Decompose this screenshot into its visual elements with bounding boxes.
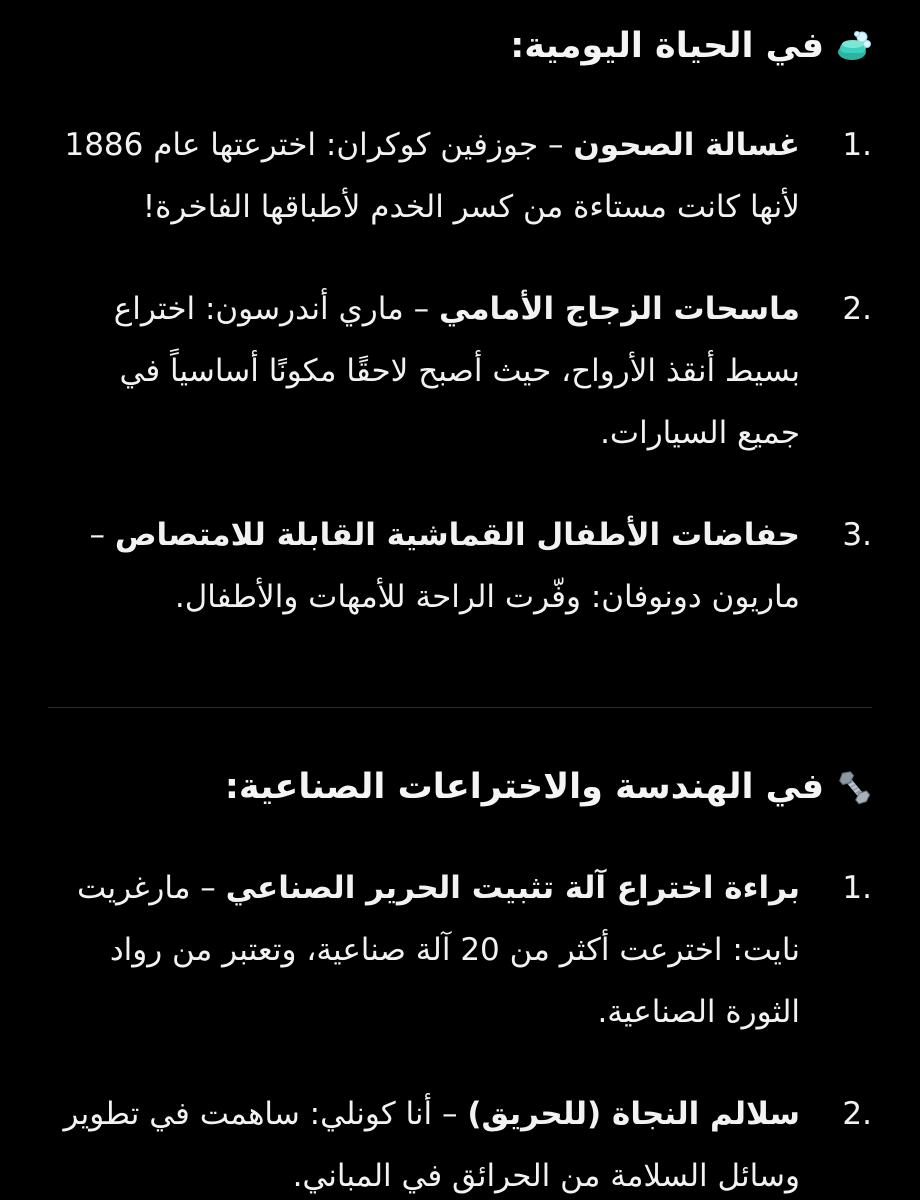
item-title: غسالة الصحون xyxy=(573,127,800,163)
list-item xyxy=(48,857,872,1043)
item-text xyxy=(48,504,800,628)
item-text xyxy=(48,1083,800,1200)
item-list xyxy=(48,114,872,628)
item-list xyxy=(48,857,872,1200)
item-description: – جوزفين كوكران: اخترعتها عام 1886 لأنها كانت مستاءة من كسر الخدم لأطباقها الفاخرة! xyxy=(64,127,800,225)
item-text xyxy=(48,278,800,464)
list-item xyxy=(48,114,872,238)
list-item xyxy=(48,1083,872,1200)
section-heading xyxy=(48,14,872,78)
section-heading-text: في الحياة اليومية: xyxy=(510,26,824,66)
item-description: – أنا كونلي: ساهمت في تطوير وسائل السلامة من الحرائق في المباني. xyxy=(63,1096,800,1194)
item-text xyxy=(48,114,800,238)
item-description: – ماريون دونوفان: وفّرت الراحة للأمهات والأطفال. xyxy=(89,517,800,615)
section-divider xyxy=(48,707,872,708)
item-description: – مارغريت نايت: اخترعت أكثر من 20 آلة صناعية، وتعتبر من رواد الثورة الصناعية. xyxy=(77,870,800,1030)
item-number: 2. xyxy=(842,1096,872,1132)
section-heading-text: في الهندسة والاختراعات الصناعية: xyxy=(224,767,824,807)
soap-icon xyxy=(836,28,872,64)
section-heading xyxy=(48,755,872,819)
item-title: سلالم النجاة (للحريق) xyxy=(467,1096,800,1132)
item-number: 1. xyxy=(842,127,872,163)
item-description: – ماري أندرسون: اختراع بسيط أنقذ الأرواح، حيث أصبح لاحقًا مكونًا أساسياً في جميع السيارات. xyxy=(113,291,800,451)
list-item xyxy=(48,504,872,628)
section-engineering xyxy=(48,755,872,1200)
section-daily-life xyxy=(48,14,872,628)
item-title: حفاضات الأطفال القماشية القابلة للامتصاص xyxy=(114,517,800,553)
list-item xyxy=(48,278,872,464)
nut-and-bolt-icon xyxy=(836,769,872,805)
item-text xyxy=(48,857,800,1043)
item-number: 2. xyxy=(842,291,872,327)
item-title: ماسحات الزجاج الأمامي xyxy=(438,291,800,327)
item-number: 1. xyxy=(842,870,872,906)
item-number: 3. xyxy=(842,517,872,553)
item-title: براءة اختراع آلة تثبيت الحرير الصناعي xyxy=(225,870,800,906)
